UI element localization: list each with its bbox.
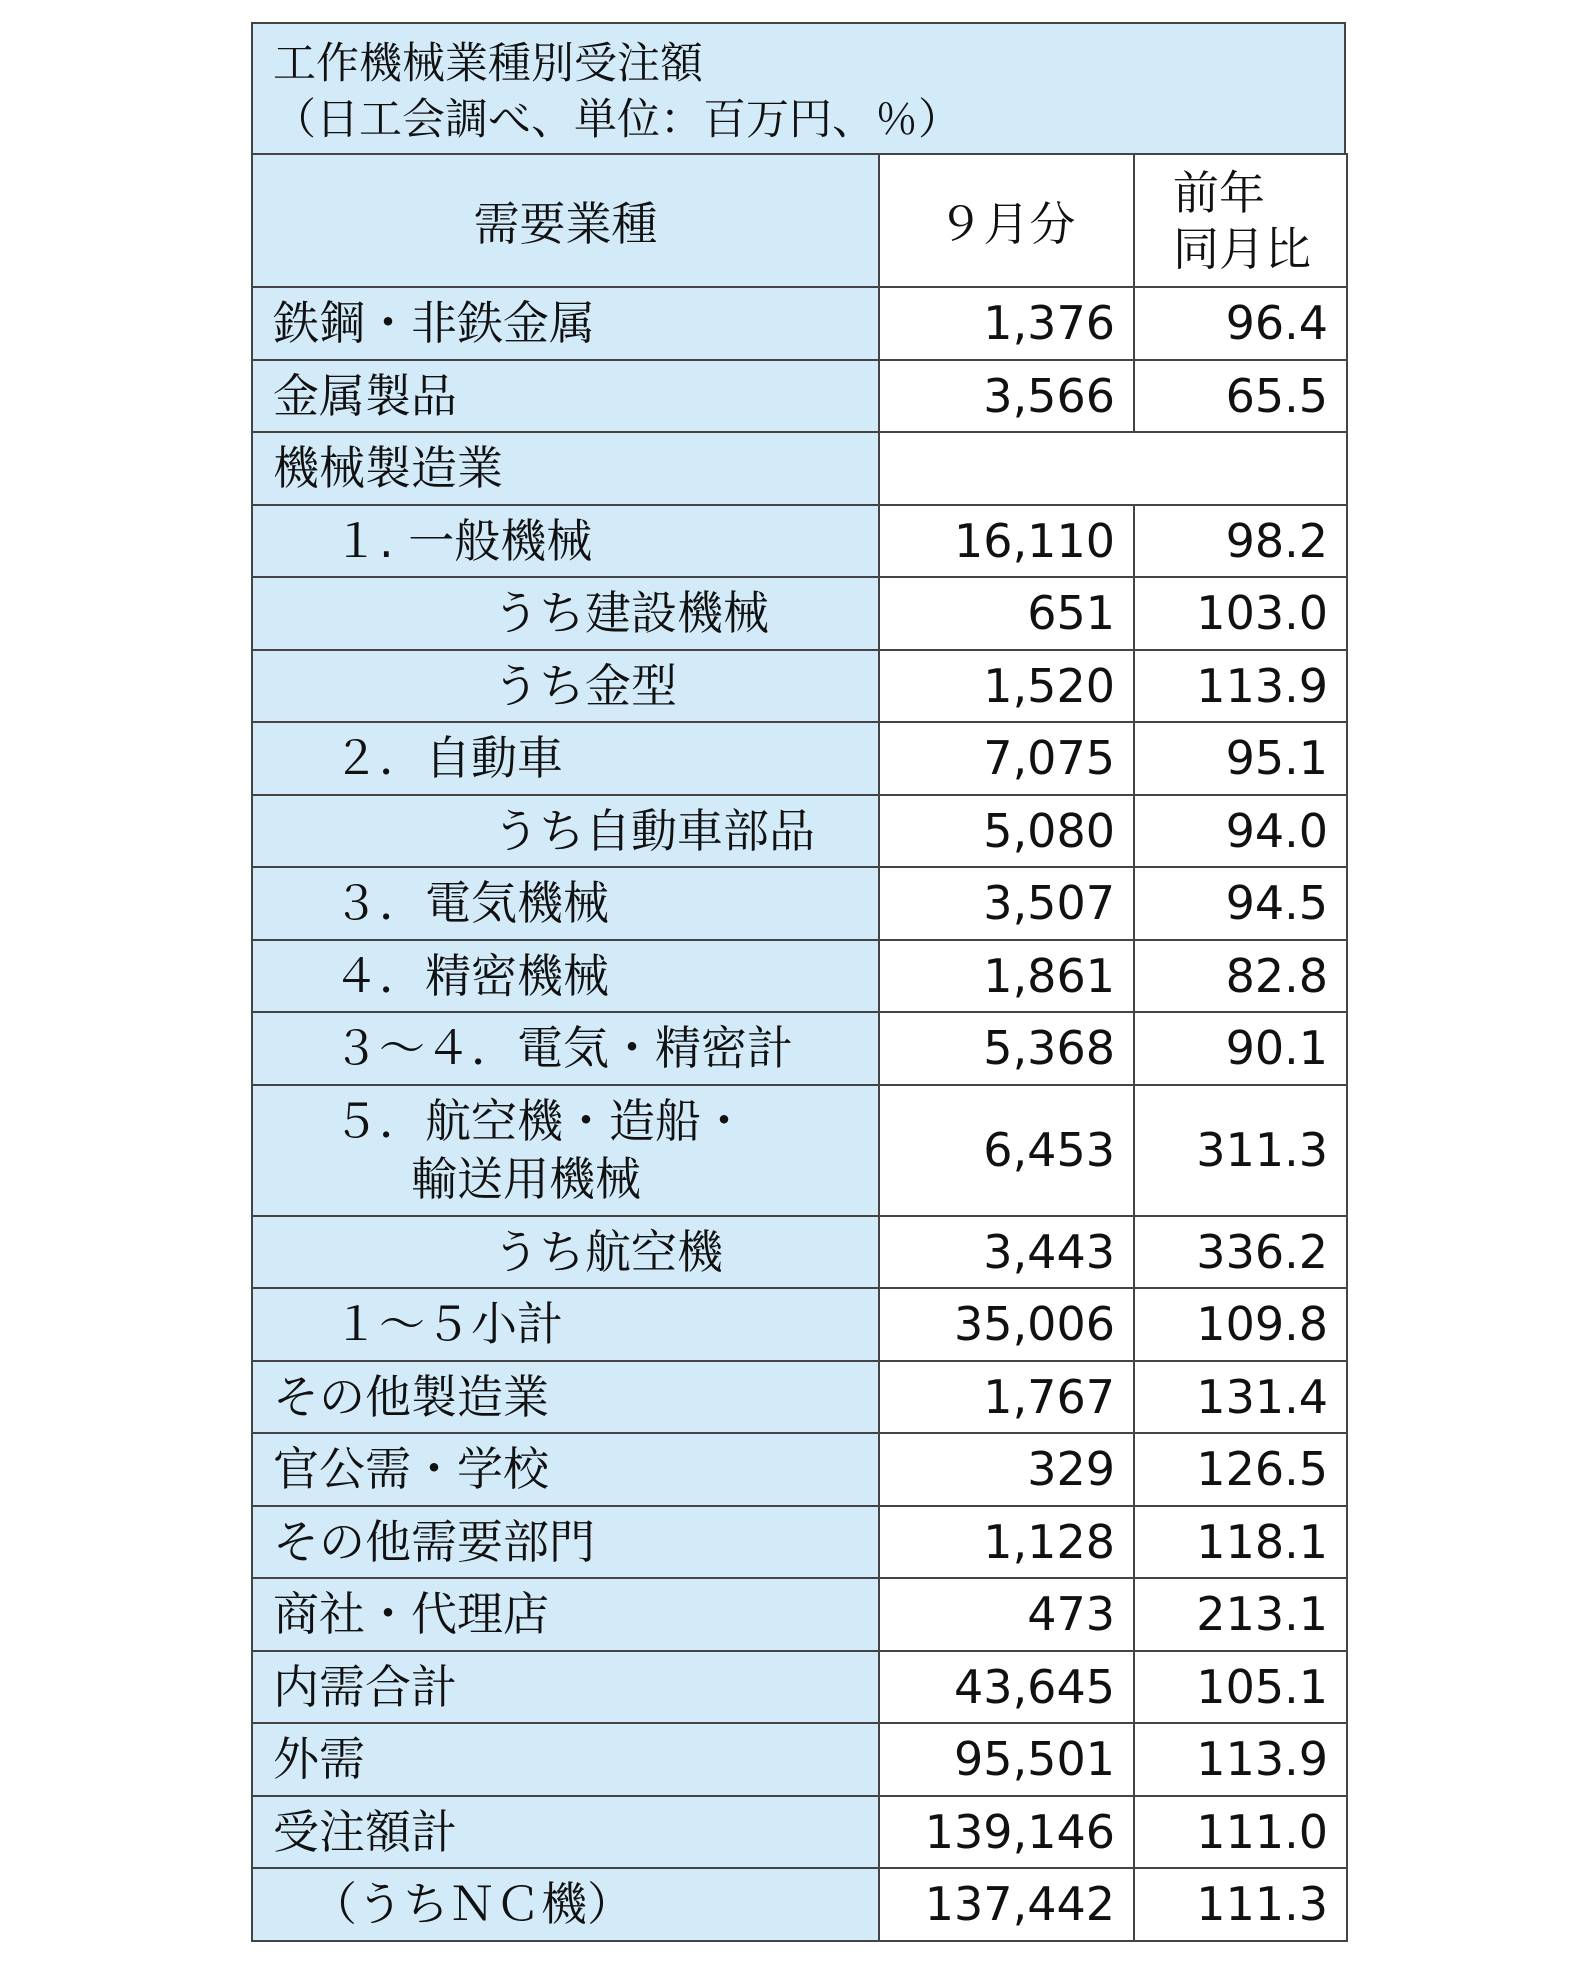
row-yoy-value: 94.5	[1134, 867, 1347, 940]
row-label-text: ２．自動車	[333, 731, 563, 786]
row-september-value: 651	[879, 577, 1134, 650]
row-yoy-value: 98.2	[1134, 505, 1347, 578]
row-label-text: 機械製造業	[273, 441, 503, 496]
table-row	[252, 1216, 1347, 1289]
row-label	[252, 867, 879, 940]
row-label-text: ３～４．電気・精密計	[333, 1021, 793, 1076]
row-september-value: 1,767	[879, 1361, 1134, 1434]
header-yoy-line2: 同月比	[1173, 221, 1311, 276]
row-label-text-line2: 輸送用機械	[411, 1152, 641, 1206]
row-september-value: 137,442	[879, 1868, 1134, 1941]
header-row	[252, 154, 1347, 287]
row-label-text: その他需要部門	[273, 1514, 595, 1569]
table-body	[252, 287, 1347, 1941]
row-label-text: その他製造業	[273, 1369, 549, 1424]
data-table	[251, 153, 1348, 1942]
row-september-value: 5,080	[879, 795, 1134, 868]
row-label	[252, 577, 879, 650]
row-september-value: 1,128	[879, 1506, 1134, 1579]
row-september-value: 43,645	[879, 1651, 1134, 1724]
row-yoy-value: 82.8	[1134, 940, 1347, 1013]
row-yoy-value: 126.5	[1134, 1433, 1347, 1506]
row-label-text: 内需合計	[273, 1659, 457, 1714]
row-label-text: 外需	[273, 1732, 365, 1787]
row-yoy-value: 113.9	[1134, 650, 1347, 723]
table-row	[252, 1012, 1347, 1085]
row-label-text: 商社・代理店	[273, 1587, 549, 1642]
row-label	[252, 1868, 879, 1941]
row-label	[252, 505, 879, 578]
row-label-text: うち自動車部品	[493, 803, 815, 858]
row-september-value: 7,075	[879, 722, 1134, 795]
row-september-value: 5,368	[879, 1012, 1134, 1085]
table-row	[252, 1578, 1347, 1651]
row-label	[252, 940, 879, 1013]
table-row	[252, 1723, 1347, 1796]
row-label-text: ３．電気機械	[333, 876, 609, 931]
row-september-value: 1,861	[879, 940, 1134, 1013]
header-yoy-line1: 前年	[1173, 165, 1265, 220]
table-row	[252, 650, 1347, 723]
row-label-text: うち金型	[493, 658, 677, 713]
row-yoy-value: 311.3	[1134, 1085, 1347, 1216]
table-row	[252, 577, 1347, 650]
table-row	[252, 795, 1347, 868]
row-label-text: 官公需・学校	[273, 1442, 549, 1497]
row-label-text: ５．航空機・造船・	[333, 1094, 747, 1148]
row-yoy-value: 90.1	[1134, 1012, 1347, 1085]
row-september-value: 16,110	[879, 505, 1134, 578]
table-row	[252, 1868, 1347, 1941]
header-yoy	[1134, 154, 1347, 287]
table-title	[251, 22, 1346, 155]
row-label	[252, 1288, 879, 1361]
row-label	[252, 1578, 879, 1651]
row-yoy-value: 95.1	[1134, 722, 1347, 795]
table-row	[252, 1288, 1347, 1361]
header-month: ９月分	[879, 154, 1134, 287]
row-label	[252, 1085, 879, 1216]
row-label	[252, 1651, 879, 1724]
row-label	[252, 1723, 879, 1796]
row-label	[252, 1012, 879, 1085]
row-september-value: 3,507	[879, 867, 1134, 940]
row-yoy-value: 336.2	[1134, 1216, 1347, 1289]
row-label	[252, 1796, 879, 1869]
table-row	[252, 1796, 1347, 1869]
table-title-line1: 工作機械業種別受注額	[273, 39, 703, 89]
row-label-text: 受注額計	[273, 1804, 457, 1859]
row-september-value: 3,566	[879, 360, 1134, 433]
row-september-value: 1,376	[879, 287, 1134, 360]
table-row	[252, 1085, 1347, 1216]
row-empty-values	[879, 432, 1347, 505]
table-row	[252, 1361, 1347, 1434]
row-yoy-value: 109.8	[1134, 1288, 1347, 1361]
row-yoy-value: 118.1	[1134, 1506, 1347, 1579]
table-row	[252, 505, 1347, 578]
row-yoy-value: 94.0	[1134, 795, 1347, 868]
row-yoy-value: 213.1	[1134, 1578, 1347, 1651]
row-label	[252, 722, 879, 795]
table-row	[252, 940, 1347, 1013]
table-row	[252, 1433, 1347, 1506]
row-september-value: 95,501	[879, 1723, 1134, 1796]
table-row	[252, 287, 1347, 360]
row-label	[252, 287, 879, 360]
row-label	[252, 1506, 879, 1579]
row-yoy-value: 131.4	[1134, 1361, 1347, 1434]
row-september-value: 35,006	[879, 1288, 1134, 1361]
row-label	[252, 795, 879, 868]
row-label-text: （うちＮＣ機）	[311, 1877, 633, 1932]
row-yoy-value: 113.9	[1134, 1723, 1347, 1796]
row-september-value: 3,443	[879, 1216, 1134, 1289]
row-label	[252, 360, 879, 433]
row-september-value: 1,520	[879, 650, 1134, 723]
table-row	[252, 1506, 1347, 1579]
row-label-text: 鉄鋼・非鉄金属	[273, 296, 595, 351]
table-title-line2: （日工会調べ、単位：百万円、％）	[273, 95, 961, 145]
table-row	[252, 867, 1347, 940]
table-row	[252, 360, 1347, 433]
row-label	[252, 1361, 879, 1434]
row-label-text: うち建設機械	[493, 586, 769, 641]
row-label-text: ４．精密機械	[333, 948, 609, 1003]
orders-table	[251, 22, 1346, 1942]
row-yoy-value: 65.5	[1134, 360, 1347, 433]
row-yoy-value: 111.3	[1134, 1868, 1347, 1941]
row-september-value: 473	[879, 1578, 1134, 1651]
row-label-text: 金属製品	[273, 368, 457, 423]
row-label	[252, 1433, 879, 1506]
row-september-value: 329	[879, 1433, 1134, 1506]
row-yoy-value: 111.0	[1134, 1796, 1347, 1869]
row-september-value: 6,453	[879, 1085, 1134, 1216]
row-label	[252, 650, 879, 723]
row-yoy-value: 103.0	[1134, 577, 1347, 650]
table-row	[252, 432, 1347, 505]
table-row	[252, 1651, 1347, 1724]
row-label	[252, 432, 879, 505]
row-september-value: 139,146	[879, 1796, 1134, 1869]
row-label	[252, 1216, 879, 1289]
row-label-text: うち航空機	[493, 1224, 723, 1279]
table-row	[252, 722, 1347, 795]
row-yoy-value: 96.4	[1134, 287, 1347, 360]
row-label-text: １. 一般機械	[333, 513, 593, 568]
row-yoy-value: 105.1	[1134, 1651, 1347, 1724]
row-label-text: １～５小計	[333, 1297, 563, 1352]
header-industry: 需要業種	[252, 154, 879, 287]
